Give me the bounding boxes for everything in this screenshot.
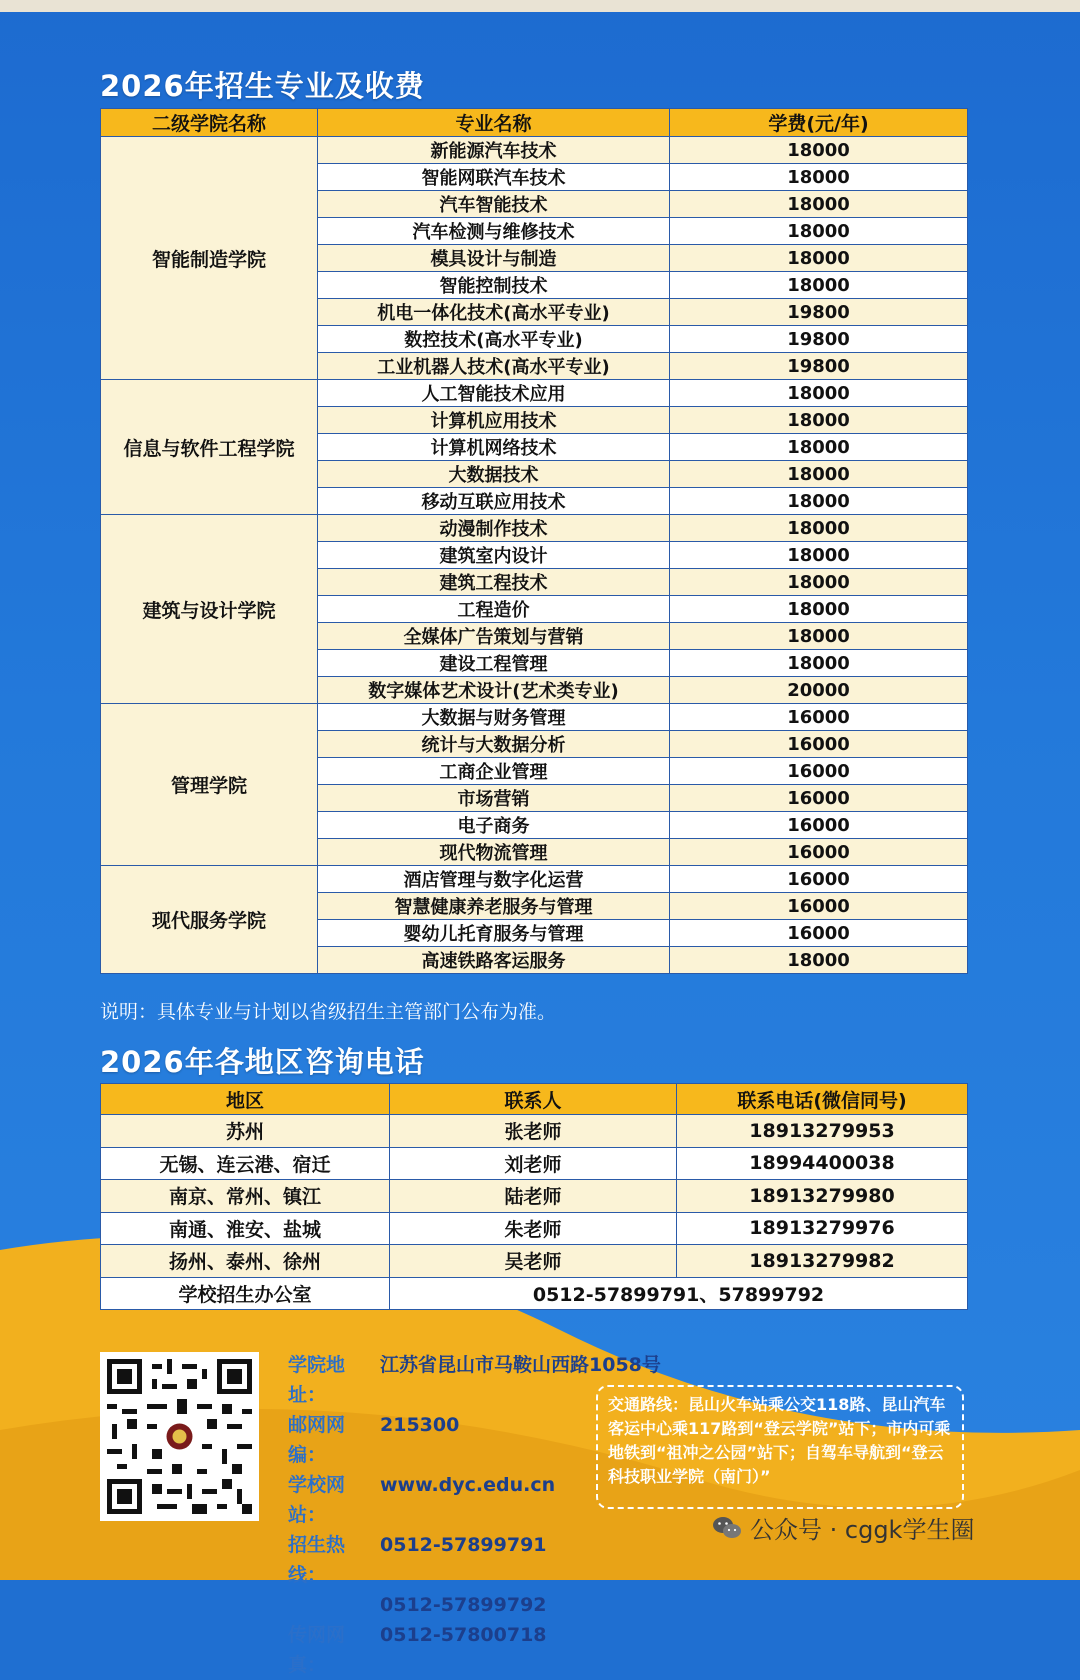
tuition-fee: 18000 xyxy=(670,596,968,623)
table-row xyxy=(101,1147,968,1180)
college-name: 信息与软件工程学院 xyxy=(101,380,318,515)
hotline-value-2: 0512-57899792 xyxy=(380,1594,547,1616)
tuition-fee: 16000 xyxy=(670,812,968,839)
hotline-row xyxy=(288,1530,661,1590)
tuition-fee: 16000 xyxy=(670,704,968,731)
major-name: 婴幼儿托育服务与管理 xyxy=(318,920,670,947)
college-name: 现代服务学院 xyxy=(101,866,318,974)
tuition-fee: 18000 xyxy=(670,461,968,488)
tuition-fee: 18000 xyxy=(670,380,968,407)
postcode-label: 邮网网编： xyxy=(288,1414,346,1466)
major-name: 现代物流管理 xyxy=(318,839,670,866)
fees-section-title: 2026年招生专业及收费 xyxy=(100,69,425,103)
wechat-icon xyxy=(712,1515,742,1541)
region-cell: 南京、常州、镇江 xyxy=(101,1180,390,1213)
major-name: 大数据技术 xyxy=(318,461,670,488)
hotline-label: 招生热线： xyxy=(288,1534,346,1586)
college-name: 智能制造学院 xyxy=(101,137,318,380)
major-name: 工业机器人技术(高水平专业) xyxy=(318,353,670,380)
phone-table-header xyxy=(101,1084,968,1115)
header-contact: 联系人 xyxy=(390,1084,677,1115)
tuition-fee: 18000 xyxy=(670,569,968,596)
region-cell: 南通、淮安、盐城 xyxy=(101,1212,390,1245)
contact-cell: 刘老师 xyxy=(390,1147,677,1180)
major-name: 酒店管理与数字化运营 xyxy=(318,866,670,893)
major-name: 数控技术(高水平专业) xyxy=(318,326,670,353)
address-value: 江苏省昆山市马鞍山西路1058号 xyxy=(380,1354,661,1376)
tuition-fee: 16000 xyxy=(670,920,968,947)
region-cell: 扬州、泰州、徐州 xyxy=(101,1245,390,1278)
office-label: 学校招生办公室 xyxy=(101,1277,390,1310)
qr-code-icon xyxy=(102,1354,257,1519)
tuition-fee: 18000 xyxy=(670,137,968,164)
table-row xyxy=(101,515,968,542)
major-name: 大数据与财务管理 xyxy=(318,704,670,731)
address-label: 学院地址： xyxy=(288,1354,346,1406)
fax-value: 0512-57800718 xyxy=(380,1624,547,1646)
website-label: 学校网站： xyxy=(288,1474,346,1526)
postcode-value: 215300 xyxy=(380,1414,460,1436)
table-row xyxy=(101,1212,968,1245)
table-row xyxy=(101,1245,968,1278)
table-row xyxy=(101,137,968,164)
office-row xyxy=(101,1277,968,1310)
major-name: 计算机网络技术 xyxy=(318,434,670,461)
college-name: 建筑与设计学院 xyxy=(101,515,318,704)
header-region: 地区 xyxy=(101,1084,390,1115)
contact-cell: 陆老师 xyxy=(390,1180,677,1213)
major-name: 建设工程管理 xyxy=(318,650,670,677)
footer-text: 公众号 · cggk学生圈 xyxy=(750,1516,975,1544)
major-name: 统计与大数据分析 xyxy=(318,731,670,758)
major-name: 高速铁路客运服务 xyxy=(318,947,670,974)
contact-cell: 朱老师 xyxy=(390,1212,677,1245)
major-name: 移动互联应用技术 xyxy=(318,488,670,515)
tuition-fee: 18000 xyxy=(670,407,968,434)
tuition-fee: 16000 xyxy=(670,758,968,785)
major-name: 智能控制技术 xyxy=(318,272,670,299)
tuition-fee: 18000 xyxy=(670,191,968,218)
tuition-fee: 18000 xyxy=(670,164,968,191)
tuition-fee: 19800 xyxy=(670,326,968,353)
tuition-fee: 20000 xyxy=(670,677,968,704)
office-phone: 0512-57899791、57899792 xyxy=(390,1277,968,1310)
major-name: 模具设计与制造 xyxy=(318,245,670,272)
major-name: 智慧健康养老服务与管理 xyxy=(318,893,670,920)
college-name: 管理学院 xyxy=(101,704,318,866)
fax-row xyxy=(288,1620,661,1680)
website-value: www.dyc.edu.cn xyxy=(380,1474,556,1496)
tuition-fee: 16000 xyxy=(670,785,968,812)
tuition-fee: 18000 xyxy=(670,650,968,677)
qr-code xyxy=(100,1352,259,1521)
phone-cell: 18913279953 xyxy=(677,1115,968,1148)
table-row xyxy=(101,1115,968,1148)
phone-cell: 18994400038 xyxy=(677,1147,968,1180)
transit-info: 交通路线：昆山火车站乘公交118路、昆山汽车客运中心乘117路到“登云学院”站下；市内可乘地铁到“祖冲之公园”站下；自驾车导航到“登云科技职业学院（南门）” xyxy=(596,1385,964,1509)
header-major: 专业名称 xyxy=(318,109,670,137)
top-strip xyxy=(0,0,1080,12)
tuition-fee: 18000 xyxy=(670,218,968,245)
major-name: 数字媒体艺术设计(艺术类专业) xyxy=(318,677,670,704)
tuition-fee: 18000 xyxy=(670,245,968,272)
fees-table xyxy=(100,108,968,974)
tuition-fee: 19800 xyxy=(670,353,968,380)
major-name: 全媒体广告策划与营销 xyxy=(318,623,670,650)
major-name: 市场营销 xyxy=(318,785,670,812)
major-name: 新能源汽车技术 xyxy=(318,137,670,164)
header-fee: 学费(元/年) xyxy=(670,109,968,137)
table-row xyxy=(101,1180,968,1213)
hotline-value-1: 0512-57899791 xyxy=(380,1534,547,1556)
major-name: 计算机应用技术 xyxy=(318,407,670,434)
contact-cell: 吴老师 xyxy=(390,1245,677,1278)
major-name: 工商企业管理 xyxy=(318,758,670,785)
fax-label: 传网网真： xyxy=(288,1624,346,1676)
contact-cell: 张老师 xyxy=(390,1115,677,1148)
major-name: 人工智能技术应用 xyxy=(318,380,670,407)
table-row xyxy=(101,704,968,731)
tuition-fee: 16000 xyxy=(670,893,968,920)
tuition-fee: 18000 xyxy=(670,515,968,542)
major-name: 智能网联汽车技术 xyxy=(318,164,670,191)
tuition-fee: 16000 xyxy=(670,866,968,893)
major-name: 建筑室内设计 xyxy=(318,542,670,569)
hotline-row-2 xyxy=(288,1590,661,1620)
tuition-fee: 18000 xyxy=(670,947,968,974)
fees-table-header xyxy=(101,109,968,137)
tuition-fee: 16000 xyxy=(670,839,968,866)
phone-cell: 18913279976 xyxy=(677,1212,968,1245)
table-row xyxy=(101,380,968,407)
phone-table xyxy=(100,1083,968,1310)
phone-section-title: 2026年各地区咨询电话 xyxy=(100,1045,425,1079)
tuition-fee: 18000 xyxy=(670,542,968,569)
phone-cell: 18913279982 xyxy=(677,1245,968,1278)
major-name: 机电一体化技术(高水平专业) xyxy=(318,299,670,326)
tuition-fee: 18000 xyxy=(670,488,968,515)
fees-note: 说明：具体专业与计划以省级招生主管部门公布为准。 xyxy=(100,1001,557,1023)
header-college: 二级学院名称 xyxy=(101,109,318,137)
header-phone: 联系电话(微信同号) xyxy=(677,1084,968,1115)
tuition-fee: 16000 xyxy=(670,731,968,758)
footer-watermark xyxy=(712,1510,974,1545)
major-name: 汽车智能技术 xyxy=(318,191,670,218)
major-name: 工程造价 xyxy=(318,596,670,623)
major-name: 汽车检测与维修技术 xyxy=(318,218,670,245)
phone-cell: 18913279980 xyxy=(677,1180,968,1213)
tuition-fee: 18000 xyxy=(670,272,968,299)
major-name: 建筑工程技术 xyxy=(318,569,670,596)
major-name: 动漫制作技术 xyxy=(318,515,670,542)
tuition-fee: 19800 xyxy=(670,299,968,326)
tuition-fee: 18000 xyxy=(670,434,968,461)
region-cell: 苏州 xyxy=(101,1115,390,1148)
tuition-fee: 18000 xyxy=(670,623,968,650)
region-cell: 无锡、连云港、宿迁 xyxy=(101,1147,390,1180)
major-name: 电子商务 xyxy=(318,812,670,839)
table-row xyxy=(101,866,968,893)
